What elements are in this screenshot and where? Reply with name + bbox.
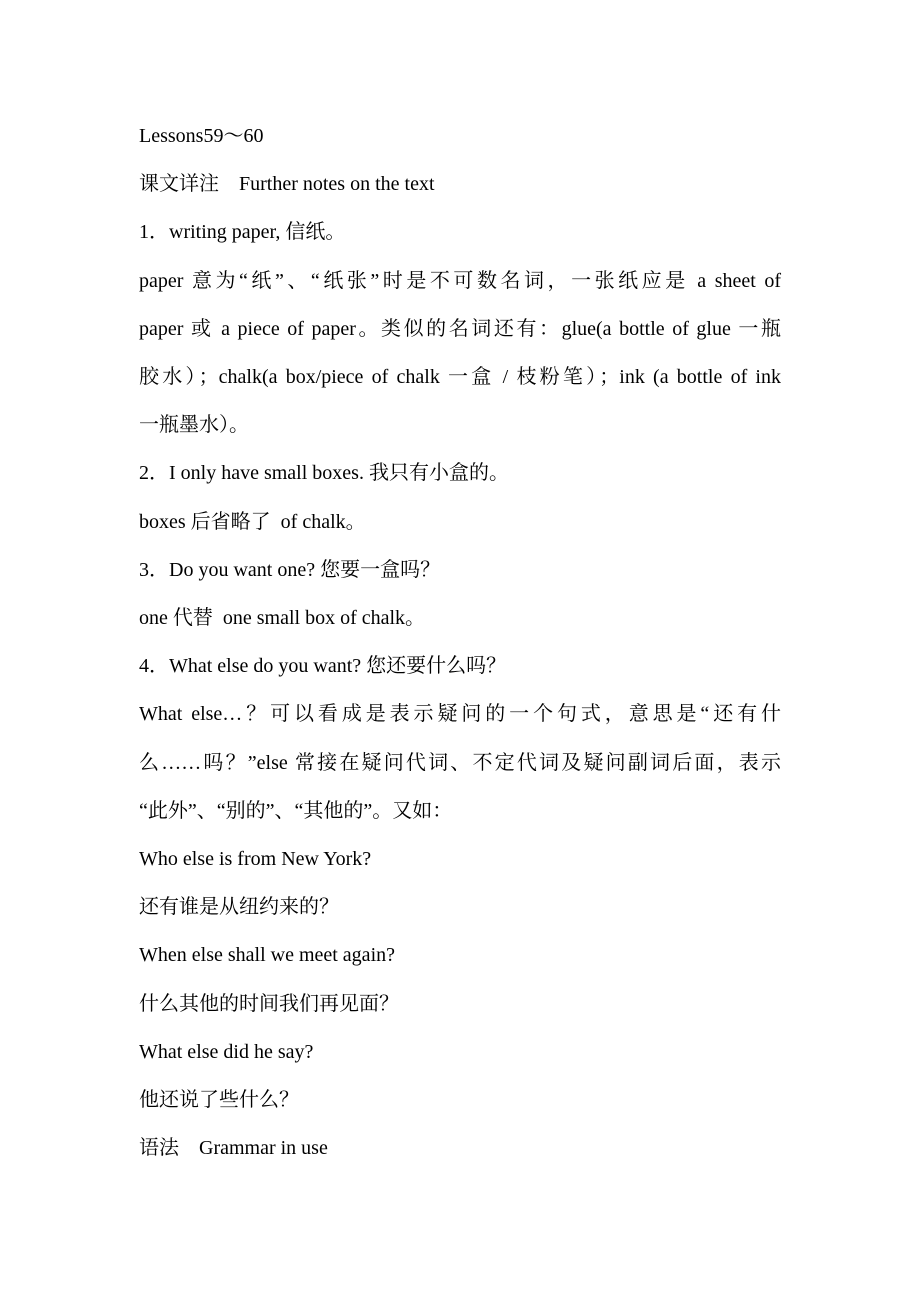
text-line: 2．I only have small boxes. 我只有小盒的。: [139, 462, 509, 485]
text-line: Who else is from New York?: [139, 848, 372, 870]
text-line: one 代替 one small box of chalk。: [139, 607, 426, 629]
text-line: What else…？可以看成是表示疑问的一个句式，意思是“还有什: [139, 703, 781, 726]
section-heading: 课文详注 Further notes on the text: [139, 173, 435, 196]
text-line: 一瓶墨水）。: [139, 414, 249, 437]
text-line: paper 或 a piece of paper。类似的名词还有：glue(a bottle of glue 一瓶: [139, 317, 781, 340]
text-line: 他还说了些什么？: [139, 1089, 299, 1111]
text-line: When else shall we meet again?: [139, 944, 395, 967]
text-line: paper 意为“纸”、“纸张”时是不可数名词，一张纸应是 a sheet of: [139, 269, 781, 292]
text-line: boxes 后省略了 of chalk。: [139, 510, 366, 533]
document-title: Lessons59～60: [139, 125, 264, 147]
text-line: 3．Do you want one? 您要一盒吗？: [139, 558, 441, 581]
text-line: What else did he say?: [139, 1040, 314, 1063]
text-line: 还有谁是从纽约来的？: [139, 896, 339, 919]
text-line: 么……吗？”else 常接在疑问代词、不定代词及疑问副词后面，表示: [139, 751, 781, 774]
section-heading: 语法 Grammar in use: [139, 1137, 328, 1160]
text-line: 1．writing paper, 信纸。: [139, 221, 346, 244]
text-line: “此外”、“别的”、“其他的”。又如：: [139, 799, 453, 822]
text-line: 4．What else do you want? 您还要什么吗？: [139, 655, 507, 678]
text-line: 胶水）；chalk(a box/piece of chalk 一盒 / 枝粉笔）；ink (a bottle of ink: [139, 366, 781, 388]
text-line: 什么其他的时间我们再见面？: [139, 992, 399, 1015]
